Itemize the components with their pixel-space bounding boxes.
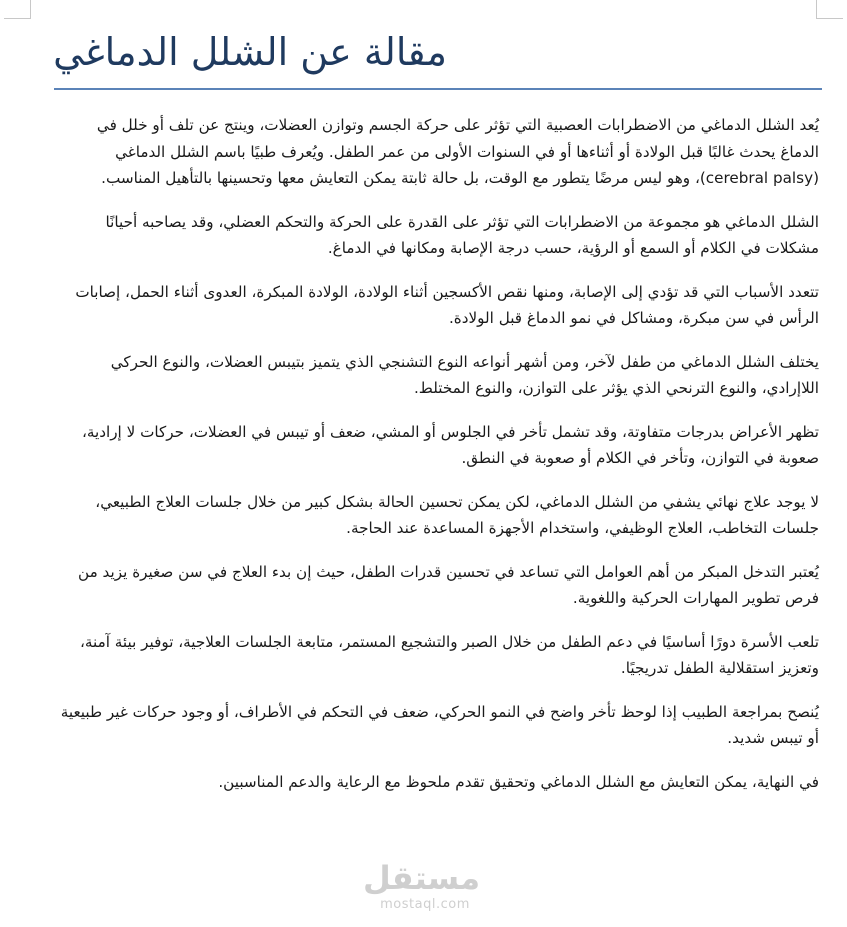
mostaql-watermark bbox=[362, 858, 480, 912]
paragraph-treatment: لا يوجد علاج نهائي يشفي من الشلل الدماغي، لكن يمكن تحسين الحالة بشكل كبير من خلال جلسات العلاج الطبيعي، جلسات التخاطب، العلاج الوظيفي، واستخدام الأجهزة المساعدة عند الحاجة. bbox=[95, 492, 819, 537]
paragraph-causes: تتعدد الأسباب التي قد تؤدي إلى الإصابة، ومنها نقص الأكسجين أثناء الولادة، الولادة المبكرة، العدوى أثناء الحمل، إصابات الرأس في سن مبكرة، ومشاكل في نمو الدماغ قبل الولادة. bbox=[75, 282, 819, 327]
paragraph-family-role: تلعب الأسرة دورًا أساسيًا في دعم الطفل من خلال الصبر والتشجيع المستمر، متابعة الجلسات العلاجية، توفير بيئة آمنة، وتعزيز استقلالية الطفل تدريجيًا. bbox=[79, 632, 819, 677]
document-title: مقالة عن الشلل الدماغي bbox=[53, 30, 447, 74]
paragraph-when-to-see-doctor: يُنصح بمراجعة الطبيب إذا لوحظ تأخر واضح في النمو الحركي، ضعف في التحكم في الأطراف، أو وجود حركات غير طبيعية أو تيبس شديد. bbox=[60, 702, 819, 747]
paragraph-symptoms: تظهر الأعراض بدرجات متفاوتة، وقد تشمل تأخر في الجلوس أو المشي، ضعف أو تيبس في العضلات، حركات لا إرادية، صعوبة في التوازن، وتأخر في الكلام أو صعوبة في النطق. bbox=[81, 422, 819, 467]
page-corner-marker-left bbox=[4, 0, 31, 19]
document-body bbox=[58, 112, 819, 812]
title-underline bbox=[54, 88, 822, 90]
paragraph-conclusion: في النهاية، يمكن التعايش مع الشلل الدماغي وتحقيق تقدم ملحوظ مع الرعاية والدعم المناسبين. bbox=[218, 772, 819, 791]
paragraph-early-intervention: يُعتبر التدخل المبكر من أهم العوامل التي تساعد في تحسين قدرات الطفل، حيث إن بدء العلاج في سن صغيرة يزيد من فرص تطوير المهارات الحركية واللغوية. bbox=[78, 562, 819, 607]
paragraph-introduction: يُعد الشلل الدماغي من الاضطرابات العصبية التي تؤثر على حركة الجسم وتوازن العضلات، وينتج عن تلف أو خلل في الدماغ يحدث غالبًا قبل الولادة أو أثناءها أو في السنوات الأولى من عمر الطفل. ويُعرف طبيًا باسم الشلل الدماغي (cerebral palsy)، وهو ليس مرضًا يتطور مع الوقت، بل حالة ثابتة يمكن التعايش معها وتحسينها بالتأهيل المناسب. bbox=[96, 116, 819, 187]
paragraph-types: يختلف الشلل الدماغي من طفل لآخر، ومن أشهر أنواعه النوع التشنجي الذي يتميز بتيبس العضلات، والنوع الحركي اللاإرادي، والنوع الترنحي الذي يؤثر على التوازن، والنوع المختلط. bbox=[110, 352, 819, 397]
watermark-domain: mostaql.com bbox=[380, 897, 470, 912]
watermark-logo: مستقل bbox=[362, 859, 480, 897]
page-corner-marker-right bbox=[816, 0, 843, 19]
paragraph-definition: الشلل الدماغي هو مجموعة من الاضطرابات التي تؤثر على القدرة على الحركة والتحكم العضلي، وقد يصاحبه أحيانًا مشكلات في الكلام أو السمع أو الرؤية، حسب درجة الإصابة ومكانها في الدماغ. bbox=[105, 212, 819, 257]
